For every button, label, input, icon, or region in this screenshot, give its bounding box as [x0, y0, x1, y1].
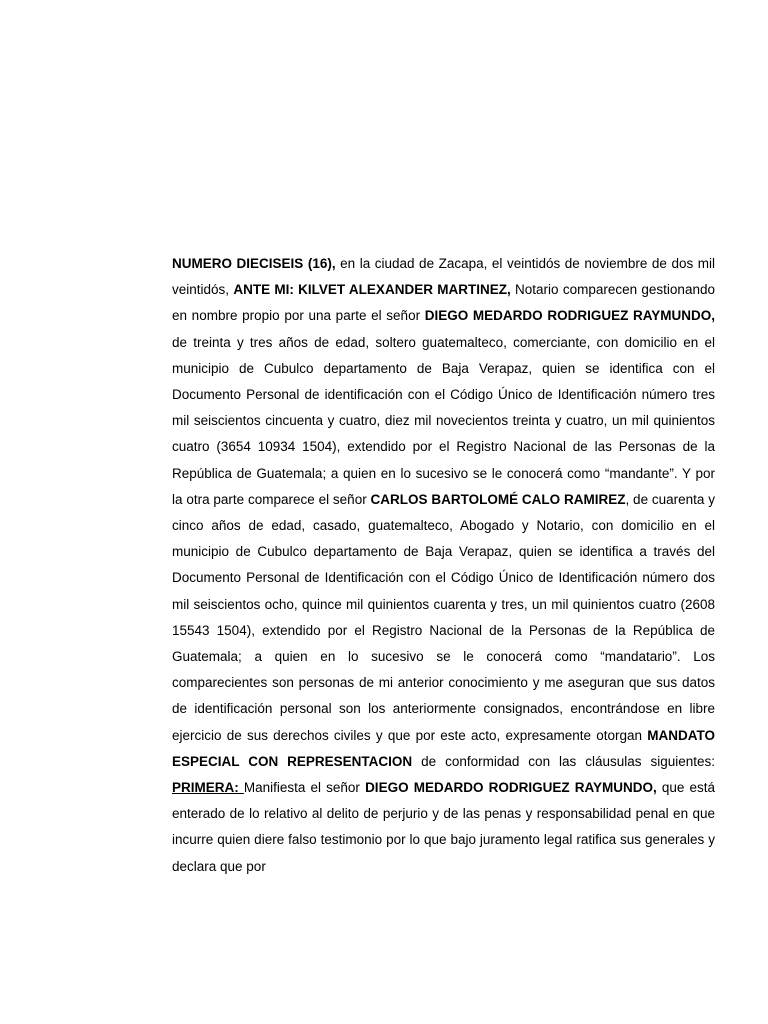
document-body — [172, 251, 715, 880]
text-segment: , de cuarenta y cinco años de edad, casado, guatemalteco, Abogado y Notario, con domicilio en el municipio de Cubulco departamento de Baja Verapaz, quien se identifica a través del Documento Personal de Identificación con el Código Único de Identificación número dos mil seiscientos ocho, quince mil quinientos cuarenta y tres, un mil quinientos cuatro (2608 15543 1504), extendido por el Registro Nacional de la Personas de la República de Guatemala; a quien en lo sucesivo se le conocerá como “mandatario”. Los comparecientes son personas de mi anterior conocimiento y me aseguran que sus datos de identificación personal son los anteriormente consignados, encontrándose en libre ejercicio de sus derechos civiles y que por este acto, expresamente otorgan — [172, 491, 715, 743]
grantor-name: DIEGO MEDARDO RODRIGUEZ RAYMUNDO, — [424, 308, 716, 324]
text-segment: Notario comparecen gestionando en nombre propio por una parte el señor — [172, 282, 715, 324]
text-segment: de conformidad con las cláusulas siguientes: — [412, 753, 715, 769]
act-number: NUMERO DIECISEIS (16), — [172, 256, 336, 271]
agent-name: CARLOS BARTOLOMÉ CALO RAMIREZ — [370, 491, 626, 507]
notary-name: ANTE MI: KILVET ALEXANDER MARTINEZ, — [233, 282, 511, 298]
text-segment: que está enterado de lo relativo al delito de perjurio y de las penas y responsabilidad penal en que incurre quien diere falso testimonio por lo que bajo juramento legal ratifica sus generales y declara que por — [172, 780, 715, 874]
mandate-type: MANDATO ESPECIAL CON REPRESENTACION — [172, 727, 715, 769]
clause-heading-first: PRIMERA: — [172, 780, 244, 796]
grantor-name-repeat: DIEGO MEDARDO RODRIGUEZ RAYMUNDO, — [365, 780, 657, 796]
text-segment: de treinta y tres años de edad, soltero guatemalteco, comerciante, con domicilio en el municipio de Cubulco departamento de Baja Verapaz, quien se identifica con el Documento Personal de identificación con el Código Único de Identificación número tres mil seiscientos cincuenta y cuatro, diez mil novecientos treinta y cuatro, un mil quinientos cuatro (3654 10934 1504), extendido por el Registro Nacional de las Personas de la República de Guatemala; a quien en lo sucesivo se le conocerá como “mandante”. Y por la otra parte comparece el señor — [172, 334, 715, 507]
text-segment: en la ciudad de Zacapa, el veintidós de noviembre de dos mil veintidós, — [172, 256, 715, 298]
text-segment: Manifiesta el señor — [243, 780, 366, 796]
